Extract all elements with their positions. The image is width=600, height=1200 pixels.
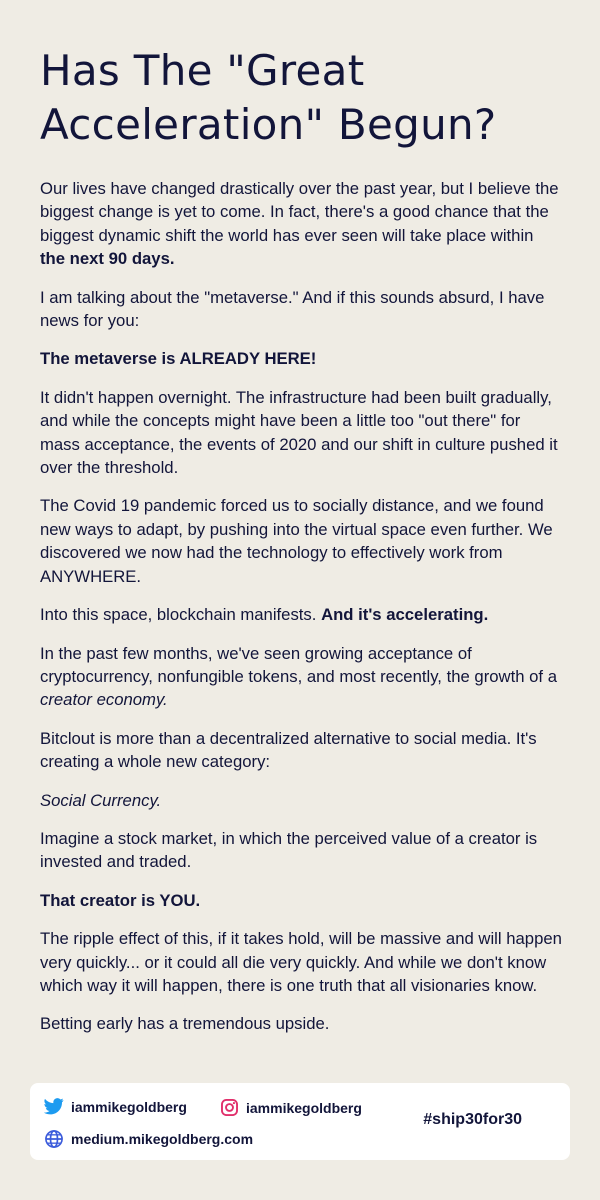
website-url: medium.mikegoldberg.com	[71, 1131, 254, 1147]
paragraph-6	[40, 603, 562, 626]
paragraph-7	[40, 642, 562, 712]
instagram-link[interactable]	[220, 1098, 362, 1117]
twitter-icon	[44, 1098, 64, 1115]
paragraph-4: It didn't happen overnight. The infrastructure had been built gradually, and while the concepts might have been a little too "out there" for mass acceptance, the events of 2020 and our shift in culture pushed it over the threshold.	[40, 387, 558, 478]
instagram-icon	[220, 1098, 239, 1117]
paragraph-6-bold: And it's accelerating.	[321, 605, 489, 625]
hashtag: #ship30for30	[423, 1111, 522, 1128]
article-page	[40, 44, 562, 1051]
twitter-link[interactable]	[44, 1098, 187, 1115]
paragraph-10: Imagine a stock market, in which the perceived value of a creator is invested and traded.	[40, 828, 538, 872]
paragraph-13: Betting early has a tremendous upside.	[40, 1014, 330, 1034]
paragraph-9-italic: Social Currency.	[40, 790, 162, 810]
instagram-handle: iammikegoldberg	[246, 1099, 362, 1116]
paragraph-1	[40, 177, 562, 271]
website-link[interactable]	[44, 1129, 253, 1149]
paragraph-7-text: In the past few months, we've seen growing acceptance of cryptocurrency, nonfungible tokens, and most recently, the growth of a	[40, 643, 557, 686]
paragraph-2: I am talking about the "metaverse." And if this sounds absurd, I have news for you:	[40, 287, 545, 331]
twitter-handle: iammikegoldberg	[71, 1098, 187, 1115]
article-title-line-2: Acceleration" Begun?	[40, 100, 497, 149]
article-title	[40, 44, 562, 152]
article-title-line-1: Has The "Great	[40, 46, 365, 95]
paragraph-7-italic: creator economy.	[40, 690, 168, 710]
paragraph-9	[40, 789, 562, 812]
paragraph-3-bold: The metaverse is ALREADY HERE!	[40, 349, 317, 369]
paragraph-12: The ripple effect of this, if it takes hold, will be massive and will happen very quickly... or it could all die very quickly. And while we don't know which way it will happen, there is one truth that all visionaries know.	[40, 929, 562, 995]
paragraph-1-text: Our lives have changed drastically over the past year, but I believe the biggest change is yet to come. In fact, there's a good chance that the biggest dynamic shift the world has ever seen will take place within	[40, 179, 559, 245]
article-body	[40, 177, 562, 1036]
globe-icon	[44, 1129, 64, 1149]
paragraph-11-bold: That creator is YOU.	[40, 890, 201, 910]
paragraph-5: The Covid 19 pandemic forced us to socially distance, and we found new ways to adapt, by pushing into the virtual space even further. We discovered we now had the technology to effectively work from ANYWHERE.	[40, 496, 553, 586]
paragraph-11	[40, 889, 562, 912]
paragraph-3	[40, 347, 562, 370]
paragraph-1-bold: the next 90 days.	[40, 249, 175, 269]
author-footer-card	[30, 1083, 570, 1160]
paragraph-6-text: Into this space, blockchain manifests.	[40, 605, 322, 625]
paragraph-8: Bitclout is more than a decentralized alternative to social media. It's creating a whole new category:	[40, 728, 537, 772]
